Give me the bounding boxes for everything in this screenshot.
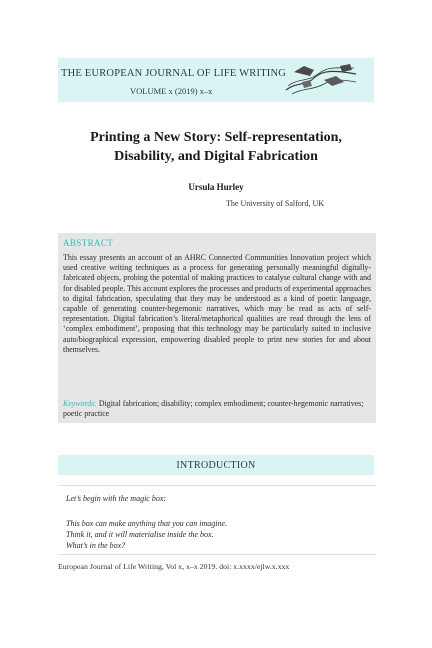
keywords-text: Digital fabrication; disability; complex embodiment; counter-hegemonic narratives; poetic practice <box>63 399 364 419</box>
footer-citation: European Journal of Life Writing, Vol x, x–x 2019. doi: x.xxxx/ejlw.x.xxx <box>58 562 290 571</box>
epigraph-line: Let’s begin with the magic box: <box>66 494 167 503</box>
author-affiliation: The University of Salford, UK <box>226 199 324 208</box>
article-title-line2: Disability, and Digital Fabrication <box>114 149 318 164</box>
article-author: Ursula Hurley <box>188 182 244 192</box>
journal-name: THE EUROPEAN JOURNAL OF LIFE WRITING <box>61 68 287 79</box>
keywords-label: Keywords: <box>63 399 97 408</box>
epigraph-line: What’s in the box? <box>66 541 126 550</box>
introduction-heading: INTRODUCTION <box>176 460 256 471</box>
keywords <box>63 399 371 419</box>
epigraph-line: This box can make anything that you can imagine. <box>66 519 228 528</box>
article-title <box>58 128 374 166</box>
abstract-heading: ABSTRACT <box>63 238 114 248</box>
journal-volume: VOLUME x (2019) x–x <box>130 86 213 96</box>
abstract-text: This essay presents an account of an AHRC Connected Communities Innovation project which used creative writing techniques as a process for generating personally meaningful digitally-fabricated objects, probing the potential of making practices to catalyse cultural change with and for disabled people. This account explores the processes and products of experimental approaches to digital fabrication, speculating that they may be understood as a kind of poetic language, capable of generating counter-hegemonic narratives, which may be read as acts of self-representation. Digital fabrication’s literal/metaphorical qualities are read through the lens of ‘complex embodiment’, proposing that this technology may be particularly suited to inclusive auto/biographical expression, empowering disabled people to print new stories for and about themselves. <box>63 253 371 354</box>
article-title-line1: Printing a New Story: Self-representation, <box>90 130 342 145</box>
epigraph-line: Think it, and it will materialise inside the box. <box>66 530 214 539</box>
journal-logo-illustration <box>284 60 358 98</box>
